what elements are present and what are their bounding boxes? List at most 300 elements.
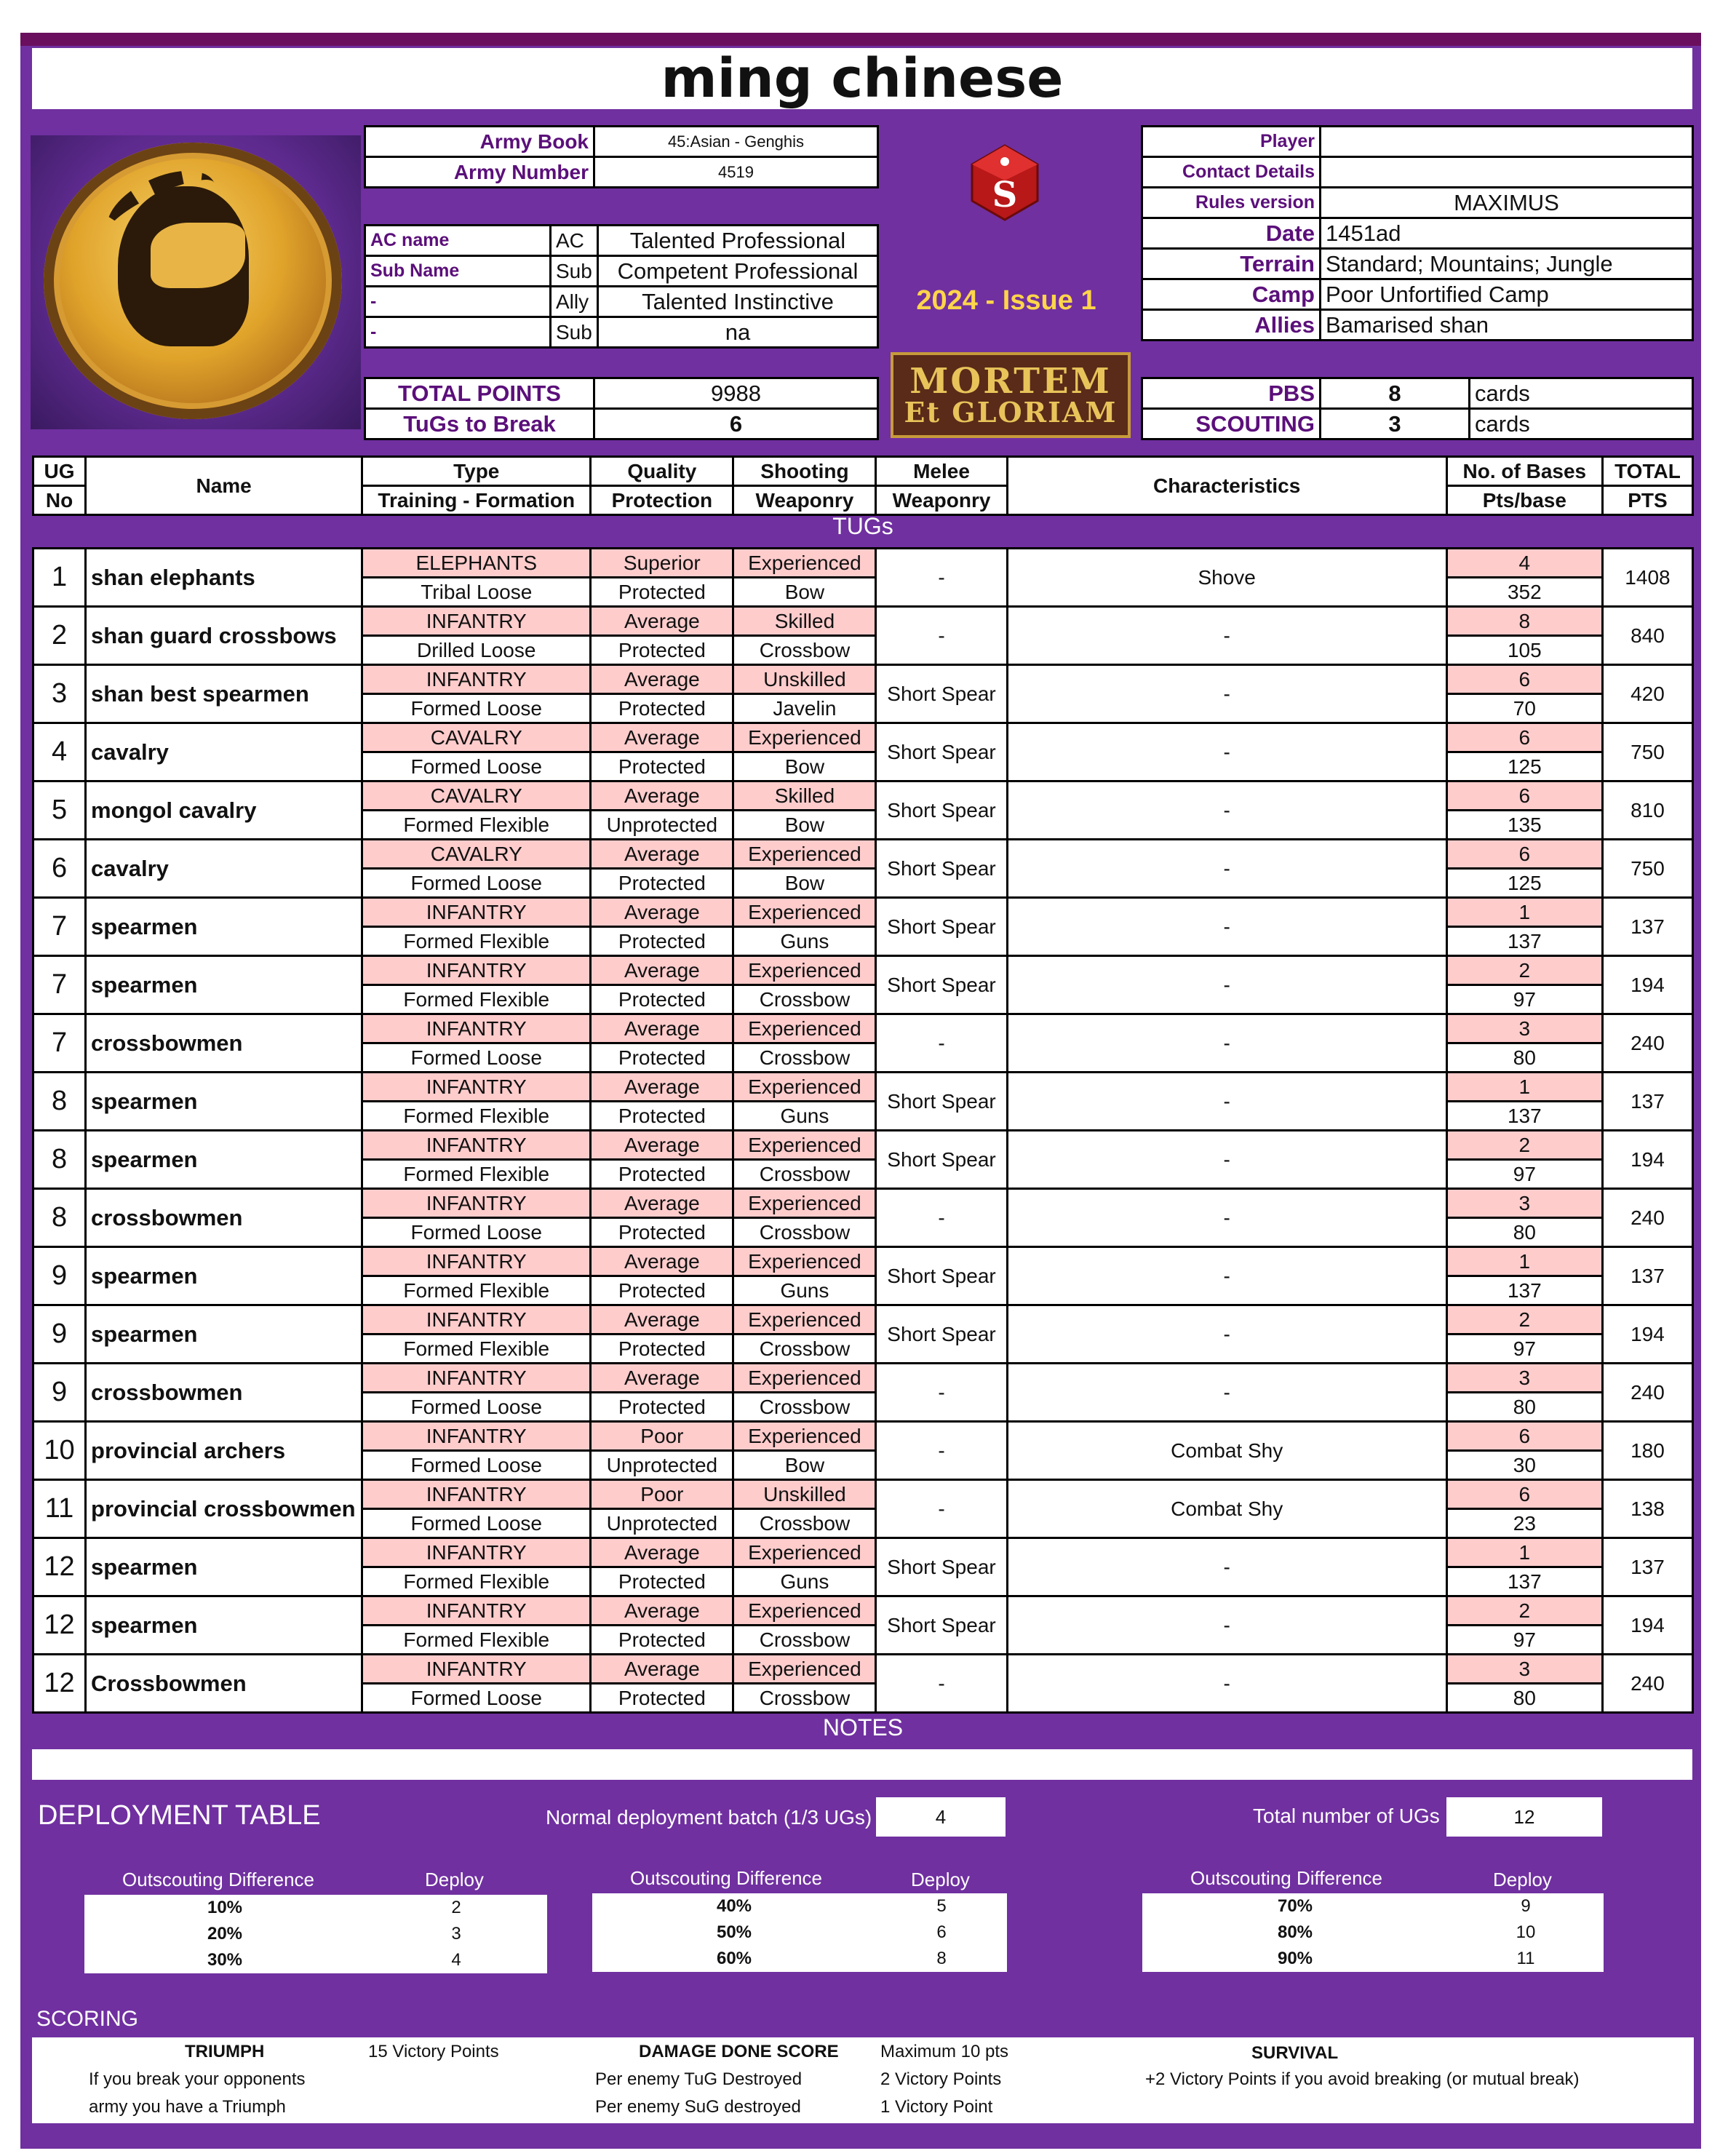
- unit-row: [33, 1480, 1693, 1509]
- deploy-col-diff-2: Outscouting Difference: [630, 1867, 822, 1889]
- deploy-value: 3: [365, 1921, 547, 1947]
- unit-bases: 6: [1446, 665, 1602, 694]
- unit-quality: Average: [591, 781, 733, 811]
- unit-protection: Protected: [591, 1393, 733, 1422]
- unit-row: [33, 1596, 1693, 1626]
- unit-pts-base: 80: [1446, 1684, 1602, 1713]
- unit-pts-base: 125: [1446, 752, 1602, 781]
- unit-shooting: Experienced: [733, 1189, 876, 1218]
- unit-total: 750: [1602, 840, 1692, 898]
- unit-number: 8: [33, 1131, 86, 1189]
- unit-weaponry: Crossbow: [733, 1218, 876, 1247]
- unit-characteristics: -: [1007, 840, 1446, 898]
- unit-quality: Average: [591, 607, 733, 636]
- unit-shooting: Unskilled: [733, 665, 876, 694]
- header-total: TOTAL: [1602, 457, 1692, 486]
- unit-row: [33, 607, 1693, 636]
- unit-quality: Average: [591, 723, 733, 752]
- army-title: ming chinese: [32, 48, 1692, 109]
- deployment-title: DEPLOYMENT TABLE: [38, 1800, 321, 1831]
- unit-bases: 3: [1446, 1014, 1602, 1043]
- unit-number: 4: [33, 723, 86, 781]
- unit-melee: Short Spear: [876, 840, 1007, 898]
- unit-number: 12: [33, 1596, 86, 1655]
- survival-label: SURVIVAL: [1251, 2043, 1339, 2063]
- allies-value: Bamarised shan: [1321, 310, 1693, 341]
- deploy-col-deploy-1: Deploy: [425, 1869, 484, 1890]
- total-ugs-label: Total number of UGs: [1253, 1805, 1440, 1827]
- unit-quality: Average: [591, 840, 733, 869]
- unit-shooting: Experienced: [733, 898, 876, 927]
- player-label: Player: [1142, 127, 1321, 157]
- unit-training: Formed Flexible: [362, 1276, 591, 1305]
- unit-bases: 4: [1446, 549, 1602, 578]
- unit-training: Formed Flexible: [362, 927, 591, 956]
- unit-name: spearmen: [86, 1247, 362, 1305]
- unit-quality: Average: [591, 1189, 733, 1218]
- deploy-pct: 80%: [1142, 1920, 1448, 1946]
- unit-type: CAVALRY: [362, 781, 591, 811]
- damage-label: DAMAGE DONE SCORE: [639, 2042, 839, 2061]
- unit-weaponry: Crossbow: [733, 1043, 876, 1073]
- unit-melee: -: [876, 1422, 1007, 1480]
- unit-row: [33, 1189, 1693, 1218]
- commander-role: Ally: [551, 287, 598, 317]
- unit-number: 7: [33, 956, 86, 1014]
- header-name: Name: [86, 457, 362, 515]
- unit-characteristics: -: [1007, 1364, 1446, 1422]
- deploy-pct: 10%: [84, 1895, 365, 1921]
- unit-name: mongol cavalry: [86, 781, 362, 840]
- unit-total: 138: [1602, 1480, 1692, 1538]
- unit-protection: Protected: [591, 1626, 733, 1655]
- unit-protection: Protected: [591, 636, 733, 665]
- unit-protection: Protected: [591, 1102, 733, 1131]
- unit-bases: 2: [1446, 1131, 1602, 1160]
- tugs-section-label: TUGs: [832, 513, 893, 539]
- unit-training: Formed Loose: [362, 1451, 591, 1480]
- unit-characteristics: -: [1007, 1596, 1446, 1655]
- unit-melee: Short Spear: [876, 898, 1007, 956]
- unit-training: Formed Flexible: [362, 1334, 591, 1364]
- survival-desc: +2 Victory Points if you avoid breaking (or mutual break): [1145, 2069, 1580, 2089]
- unit-total: 137: [1602, 1538, 1692, 1596]
- unit-training: Formed Flexible: [362, 1626, 591, 1655]
- unit-name: shan guard crossbows: [86, 607, 362, 665]
- unit-training: Formed Loose: [362, 1509, 591, 1538]
- unit-melee: Short Spear: [876, 1538, 1007, 1596]
- units-body: [33, 549, 1693, 1713]
- deploy-value: 9: [1448, 1893, 1604, 1920]
- unit-quality: Average: [591, 956, 733, 985]
- deploy-pct: 50%: [592, 1920, 876, 1946]
- commander-quality: Competent Professional: [598, 256, 878, 287]
- unit-number: 9: [33, 1364, 86, 1422]
- unit-pts-base: 137: [1446, 927, 1602, 956]
- unit-name: provincial crossbowmen: [86, 1480, 362, 1538]
- scoring-title: SCORING: [36, 2007, 139, 2031]
- unit-pts-base: 352: [1446, 578, 1602, 607]
- header-melee-weaponry: Weaponry: [876, 486, 1007, 515]
- notes-section-label: NOTES: [822, 1714, 904, 1741]
- deploy-col-diff-3: Outscouting Difference: [1190, 1867, 1382, 1889]
- unit-training: Formed Loose: [362, 1393, 591, 1422]
- unit-number: 12: [33, 1538, 86, 1596]
- unit-protection: Protected: [591, 578, 733, 607]
- scouting-label: SCOUTING: [1142, 409, 1321, 439]
- unit-row: [33, 1131, 1693, 1160]
- unit-name: provincial archers: [86, 1422, 362, 1480]
- unit-pts-base: 137: [1446, 1567, 1602, 1596]
- unit-type: INFANTRY: [362, 1655, 591, 1684]
- unit-melee: Short Spear: [876, 1596, 1007, 1655]
- unit-training: Formed Flexible: [362, 1160, 591, 1189]
- commander-name-label: -: [365, 317, 551, 348]
- camp-label: Camp: [1142, 279, 1321, 310]
- date-value: 1451ad: [1321, 218, 1693, 249]
- deploy-col-diff-1: Outscouting Difference: [122, 1869, 314, 1890]
- unit-training: Formed Loose: [362, 1684, 591, 1713]
- deploy-table-1: [84, 1895, 547, 1973]
- unit-quality: Average: [591, 1014, 733, 1043]
- tugs-to-break-value: 6: [594, 409, 878, 439]
- unit-training: Tribal Loose: [362, 578, 591, 607]
- unit-row: [33, 549, 1693, 578]
- unit-pts-base: 97: [1446, 1626, 1602, 1655]
- unit-shooting: Experienced: [733, 1131, 876, 1160]
- deploy-value: 4: [365, 1947, 547, 1973]
- unit-bases: 1: [1446, 1538, 1602, 1567]
- unit-bases: 2: [1446, 1596, 1602, 1626]
- unit-characteristics: -: [1007, 1538, 1446, 1596]
- unit-quality: Average: [591, 1596, 733, 1626]
- unit-pts-base: 125: [1446, 869, 1602, 898]
- unit-number: 10: [33, 1422, 86, 1480]
- unit-name: crossbowmen: [86, 1014, 362, 1073]
- pbs-label: PBS: [1142, 378, 1321, 409]
- header-type: Type: [362, 457, 591, 486]
- unit-training: Formed Loose: [362, 752, 591, 781]
- deployment-batch-label: Normal deployment batch (1/3 UGs): [546, 1806, 872, 1829]
- unit-type: INFANTRY: [362, 1364, 591, 1393]
- unit-weaponry: Crossbow: [733, 1626, 876, 1655]
- unit-row: [33, 723, 1693, 752]
- unit-type: INFANTRY: [362, 956, 591, 985]
- unit-training: Formed Loose: [362, 869, 591, 898]
- unit-weaponry: Crossbow: [733, 1393, 876, 1422]
- unit-training: Formed Loose: [362, 694, 591, 723]
- unit-melee: Short Spear: [876, 1073, 1007, 1131]
- commander-quality: Talented Instinctive: [598, 287, 878, 317]
- triumph-desc-1: If you break your opponents: [89, 2069, 306, 2089]
- unit-type: INFANTRY: [362, 1305, 591, 1334]
- unit-shooting: Experienced: [733, 1305, 876, 1334]
- unit-number: 7: [33, 1014, 86, 1073]
- unit-quality: Average: [591, 1247, 733, 1276]
- unit-quality: Superior: [591, 549, 733, 578]
- army-book-label: Army Book: [365, 127, 594, 157]
- unit-type: INFANTRY: [362, 1014, 591, 1043]
- unit-type: INFANTRY: [362, 1073, 591, 1102]
- unit-weaponry: Bow: [733, 578, 876, 607]
- deploy-value: 10: [1448, 1920, 1604, 1946]
- deployment-batch-value: 4: [876, 1797, 1006, 1837]
- deploy-value: 2: [365, 1895, 547, 1921]
- unit-weaponry: Bow: [733, 811, 876, 840]
- damage-row-1: Per enemy TuG Destroyed: [595, 2069, 803, 2089]
- damage-max: Maximum 10 pts: [880, 2042, 1009, 2061]
- svg-text:S: S: [992, 175, 1018, 215]
- unit-total: 240: [1602, 1014, 1692, 1073]
- header-characteristics: Characteristics: [1007, 457, 1446, 515]
- unit-protection: Protected: [591, 1276, 733, 1305]
- deploy-pct: 90%: [1142, 1946, 1448, 1972]
- commander-name-label: Sub Name: [365, 256, 551, 287]
- deploy-pct: 60%: [592, 1946, 876, 1972]
- unit-characteristics: -: [1007, 1073, 1446, 1131]
- unit-weaponry: Bow: [733, 1451, 876, 1480]
- unit-number: 9: [33, 1305, 86, 1364]
- unit-characteristics: Combat Shy: [1007, 1422, 1446, 1480]
- unit-row: [33, 1422, 1693, 1451]
- header-quality: Quality: [591, 457, 733, 486]
- pbs-unit: cards: [1470, 378, 1693, 409]
- unit-row: [33, 956, 1693, 985]
- deploy-table-2: [592, 1893, 1007, 1972]
- unit-number: 9: [33, 1247, 86, 1305]
- unit-quality: Average: [591, 1364, 733, 1393]
- unit-characteristics: -: [1007, 1014, 1446, 1073]
- scouting-value: 3: [1321, 409, 1470, 439]
- logo-line1: MORTEM: [909, 361, 1112, 402]
- unit-row: [33, 1073, 1693, 1102]
- unit-row: [33, 1305, 1693, 1334]
- unit-number: 2: [33, 607, 86, 665]
- unit-pts-base: 97: [1446, 985, 1602, 1014]
- commander-role: AC: [551, 226, 598, 256]
- unit-bases: 1: [1446, 1073, 1602, 1102]
- unit-shooting: Experienced: [733, 840, 876, 869]
- unit-type: INFANTRY: [362, 665, 591, 694]
- unit-training: Formed Flexible: [362, 1102, 591, 1131]
- unit-characteristics: -: [1007, 1305, 1446, 1364]
- unit-total: 137: [1602, 898, 1692, 956]
- unit-characteristics: -: [1007, 607, 1446, 665]
- unit-row: [33, 1014, 1693, 1043]
- unit-characteristics: -: [1007, 956, 1446, 1014]
- unit-total: 137: [1602, 1247, 1692, 1305]
- unit-protection: Protected: [591, 694, 733, 723]
- commander-quality: Talented Professional: [598, 226, 878, 256]
- damage-row-2: Per enemy SuG destroyed: [595, 2097, 801, 2117]
- deploy-table-3: [1142, 1893, 1604, 1972]
- unit-weaponry: Guns: [733, 1102, 876, 1131]
- unit-shooting: Experienced: [733, 549, 876, 578]
- tugs-to-break-label: TuGs to Break: [365, 409, 594, 439]
- unit-total: 194: [1602, 956, 1692, 1014]
- unit-shooting: Experienced: [733, 1073, 876, 1102]
- contact-label: Contact Details: [1142, 157, 1321, 188]
- player-value[interactable]: [1321, 127, 1693, 157]
- totals-table: [364, 377, 879, 440]
- unit-type: CAVALRY: [362, 840, 591, 869]
- header-pts-base: Pts/base: [1446, 486, 1602, 515]
- unit-shooting: Experienced: [733, 723, 876, 752]
- unit-melee: Short Spear: [876, 1305, 1007, 1364]
- deploy-col-deploy-2: Deploy: [911, 1869, 970, 1890]
- unit-weaponry: Guns: [733, 1276, 876, 1305]
- unit-quality: Average: [591, 1305, 733, 1334]
- unit-total: 810: [1602, 781, 1692, 840]
- spartan-shield-image: [31, 135, 361, 429]
- header-shooting: Shooting: [733, 457, 876, 486]
- unit-protection: Protected: [591, 1043, 733, 1073]
- unit-training: Formed Flexible: [362, 1567, 591, 1596]
- unit-bases: 6: [1446, 781, 1602, 811]
- unit-characteristics: -: [1007, 781, 1446, 840]
- army-book-value: 45:Asian - Genghis: [594, 127, 878, 157]
- deploy-pct: 40%: [592, 1893, 876, 1920]
- unit-characteristics: Combat Shy: [1007, 1480, 1446, 1538]
- unit-type: INFANTRY: [362, 1480, 591, 1509]
- unit-melee: -: [876, 1364, 1007, 1422]
- unit-quality: Average: [591, 898, 733, 927]
- unit-bases: 3: [1446, 1189, 1602, 1218]
- unit-characteristics: -: [1007, 1189, 1446, 1247]
- deploy-value: 6: [876, 1920, 1007, 1946]
- unit-total: 240: [1602, 1655, 1692, 1713]
- unit-weaponry: Crossbow: [733, 1160, 876, 1189]
- rules-version-value: MAXIMUS: [1321, 188, 1693, 218]
- unit-total: 194: [1602, 1305, 1692, 1364]
- unit-type: CAVALRY: [362, 723, 591, 752]
- unit-pts-base: 23: [1446, 1509, 1602, 1538]
- unit-name: spearmen: [86, 1538, 362, 1596]
- unit-quality: Average: [591, 1655, 733, 1684]
- pbs-value: 8: [1321, 378, 1470, 409]
- unit-characteristics: -: [1007, 1131, 1446, 1189]
- unit-melee: Short Spear: [876, 781, 1007, 840]
- unit-name: spearmen: [86, 1131, 362, 1189]
- unit-shooting: Experienced: [733, 1596, 876, 1626]
- dice-logo-icon: [965, 143, 1045, 223]
- unit-protection: Unprotected: [591, 1509, 733, 1538]
- unit-training: Drilled Loose: [362, 636, 591, 665]
- unit-weaponry: Javelin: [733, 694, 876, 723]
- unit-melee: -: [876, 1480, 1007, 1538]
- unit-row: [33, 1247, 1693, 1276]
- army-number-value: 4519: [594, 157, 878, 188]
- unit-shooting: Skilled: [733, 781, 876, 811]
- unit-shooting: Experienced: [733, 1422, 876, 1451]
- unit-pts-base: 30: [1446, 1451, 1602, 1480]
- unit-type: INFANTRY: [362, 1131, 591, 1160]
- unit-characteristics: -: [1007, 1247, 1446, 1305]
- issue-label: 2024 - Issue 1: [916, 285, 1096, 316]
- deploy-value: 11: [1448, 1946, 1604, 1972]
- damage-row-1-vp: 2 Victory Points: [880, 2069, 1002, 2089]
- unit-protection: Protected: [591, 1684, 733, 1713]
- unit-protection: Protected: [591, 869, 733, 898]
- mortem-et-gloriam-logo: [891, 352, 1131, 438]
- unit-name: spearmen: [86, 898, 362, 956]
- unit-protection: Protected: [591, 1218, 733, 1247]
- logo-line2: Et GLORIAM: [904, 396, 1118, 429]
- unit-shooting: Experienced: [733, 1364, 876, 1393]
- header-protection: Protection: [591, 486, 733, 515]
- unit-melee: Short Spear: [876, 1131, 1007, 1189]
- unit-row: [33, 898, 1693, 927]
- terrain-label: Terrain: [1142, 249, 1321, 279]
- contact-value[interactable]: [1321, 157, 1693, 188]
- unit-pts-base: 135: [1446, 811, 1602, 840]
- unit-pts-base: 97: [1446, 1334, 1602, 1364]
- commander-name-label: AC name: [365, 226, 551, 256]
- unit-pts-base: 80: [1446, 1218, 1602, 1247]
- unit-name: spearmen: [86, 1596, 362, 1655]
- unit-bases: 8: [1446, 607, 1602, 636]
- unit-bases: 3: [1446, 1655, 1602, 1684]
- units-header-table: [32, 456, 1694, 516]
- commander-role: Sub: [551, 256, 598, 287]
- unit-weaponry: Guns: [733, 1567, 876, 1596]
- unit-weaponry: Crossbow: [733, 1509, 876, 1538]
- unit-total: 194: [1602, 1596, 1692, 1655]
- deploy-col-deploy-3: Deploy: [1493, 1869, 1552, 1890]
- unit-weaponry: Guns: [733, 927, 876, 956]
- units-table: [32, 547, 1694, 1714]
- unit-total: 420: [1602, 665, 1692, 723]
- notes-field[interactable]: [32, 1749, 1692, 1780]
- unit-shooting: Experienced: [733, 1655, 876, 1684]
- unit-name: shan best spearmen: [86, 665, 362, 723]
- unit-name: shan elephants: [86, 549, 362, 607]
- unit-shooting: Experienced: [733, 1538, 876, 1567]
- unit-weaponry: Bow: [733, 869, 876, 898]
- unit-characteristics: -: [1007, 898, 1446, 956]
- unit-type: INFANTRY: [362, 1596, 591, 1626]
- unit-protection: Protected: [591, 1160, 733, 1189]
- unit-characteristics: -: [1007, 1655, 1446, 1713]
- deploy-value: 5: [876, 1893, 1007, 1920]
- unit-number: 6: [33, 840, 86, 898]
- unit-total: 750: [1602, 723, 1692, 781]
- unit-training: Formed Loose: [362, 1043, 591, 1073]
- unit-name: cavalry: [86, 840, 362, 898]
- unit-protection: Protected: [591, 985, 733, 1014]
- unit-shooting: Skilled: [733, 607, 876, 636]
- unit-type: INFANTRY: [362, 1247, 591, 1276]
- unit-characteristics: -: [1007, 723, 1446, 781]
- unit-protection: Protected: [591, 752, 733, 781]
- scoring-panel: [32, 2037, 1694, 2123]
- header-bases: No. of Bases: [1446, 457, 1602, 486]
- unit-bases: 6: [1446, 1480, 1602, 1509]
- unit-weaponry: Crossbow: [733, 985, 876, 1014]
- unit-quality: Average: [591, 1131, 733, 1160]
- unit-pts-base: 137: [1446, 1102, 1602, 1131]
- unit-name: spearmen: [86, 1073, 362, 1131]
- unit-shooting: Experienced: [733, 1014, 876, 1043]
- commander-name-label: -: [365, 287, 551, 317]
- deploy-value: 8: [876, 1946, 1007, 1972]
- total-points-label: TOTAL POINTS: [365, 378, 594, 409]
- triumph-label: TRIUMPH: [185, 2042, 265, 2061]
- unit-melee: Short Spear: [876, 1247, 1007, 1305]
- unit-total: 180: [1602, 1422, 1692, 1480]
- unit-row: [33, 1655, 1693, 1684]
- unit-total: 240: [1602, 1189, 1692, 1247]
